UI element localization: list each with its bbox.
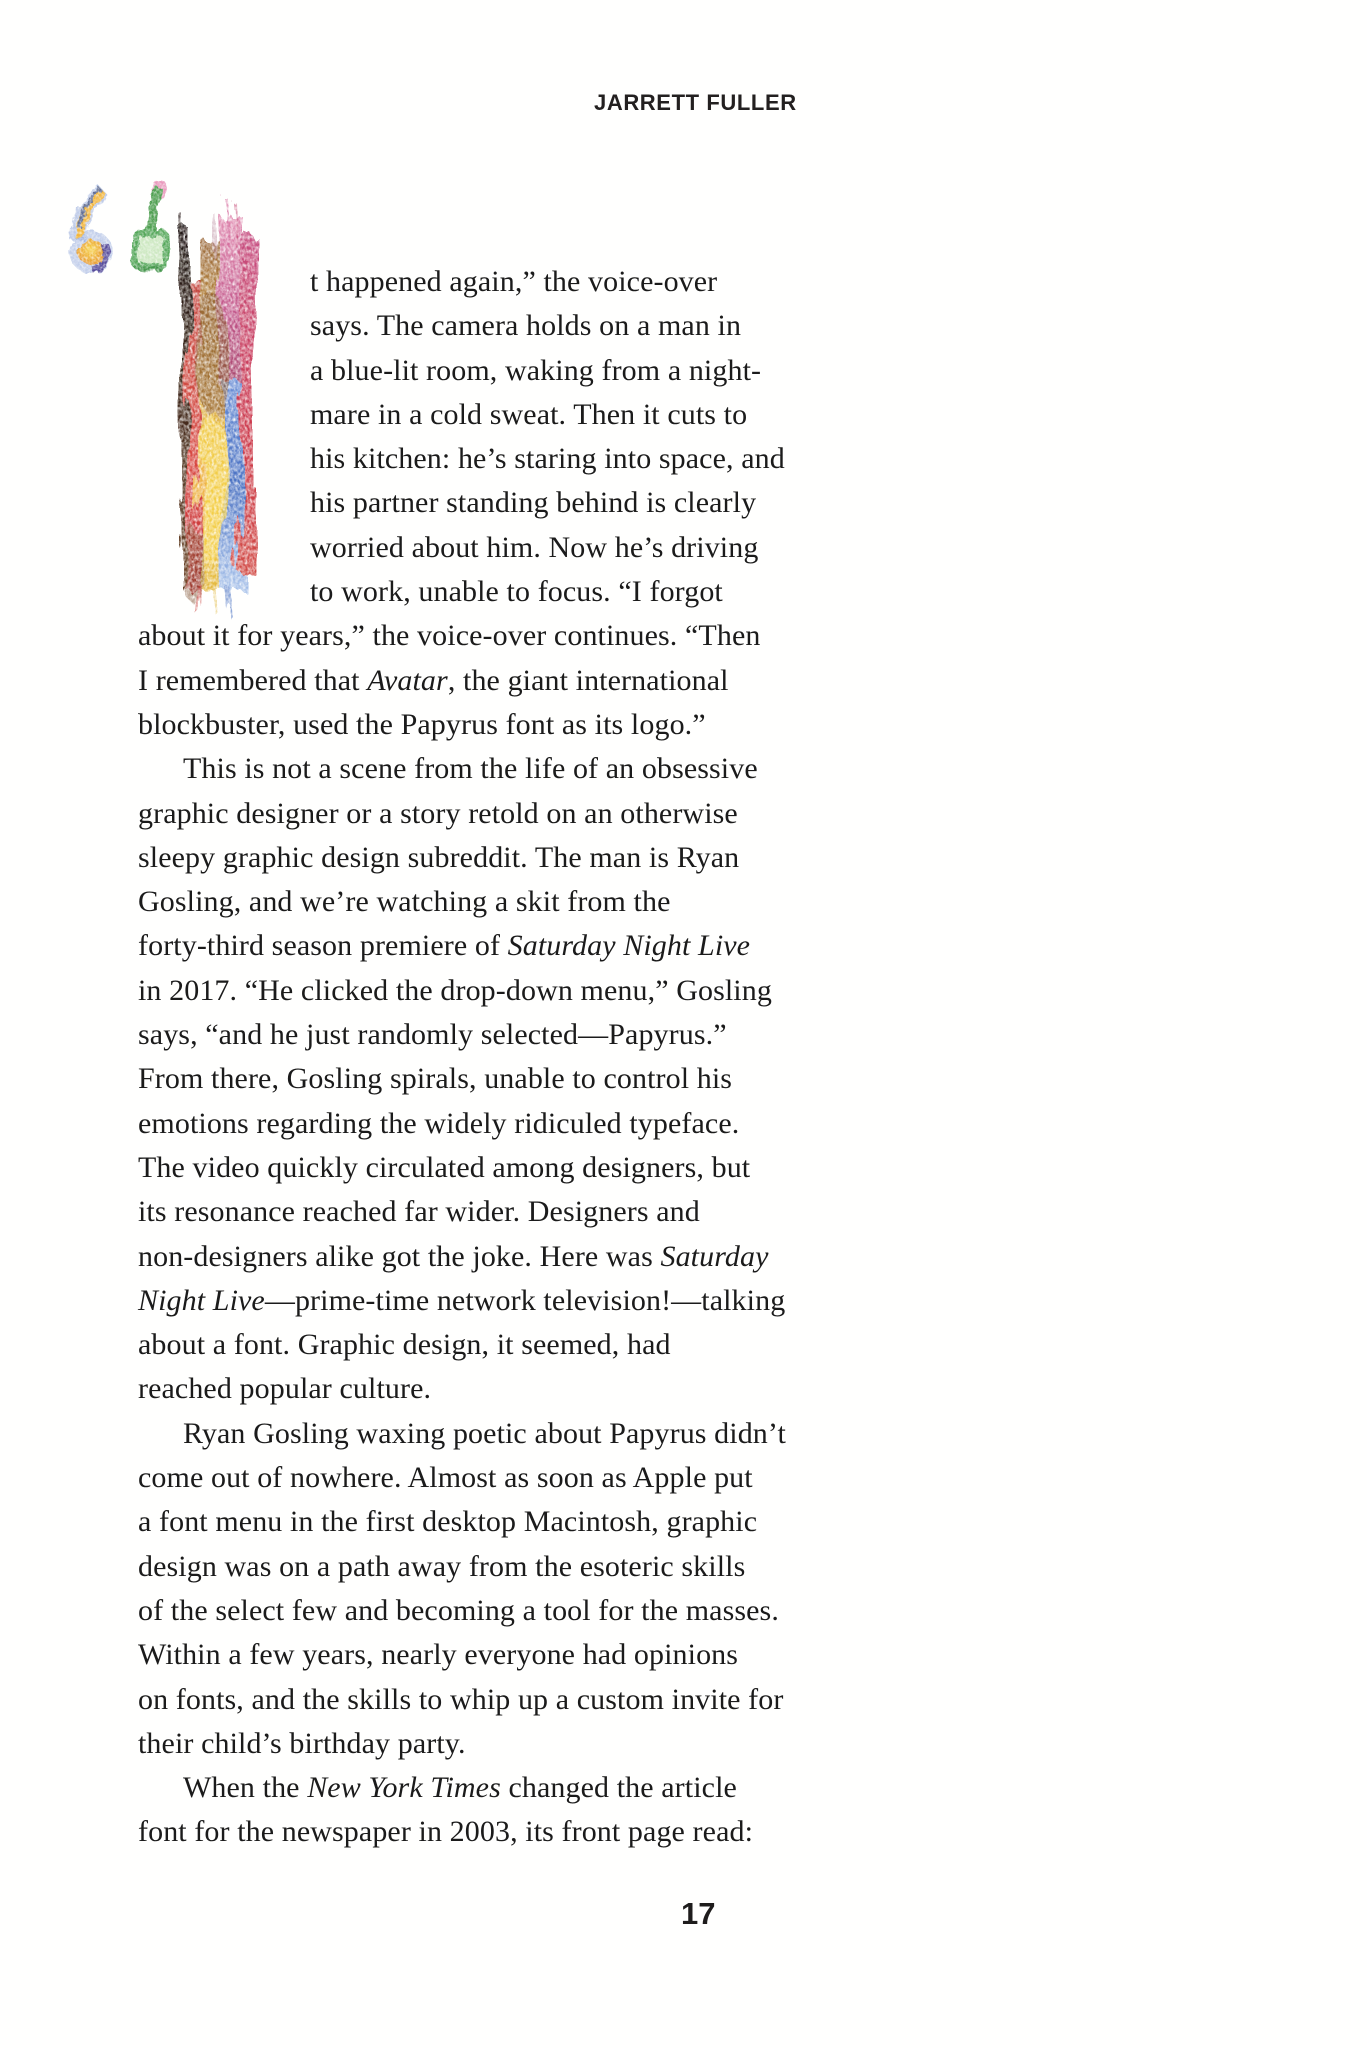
text-line: about it for years,” the voice-over continues. “Then (138, 619, 761, 653)
text-line: its resonance reached far wider. Designers and (138, 1195, 700, 1229)
text-line: says, “and he just randomly selected—Papyrus.” (138, 1018, 727, 1052)
text-line: his partner standing behind is clearly (310, 486, 757, 520)
text-line: on fonts, and the skills to whip up a custom invite for (138, 1682, 784, 1716)
page-number: 17 (681, 1896, 716, 1931)
body-text (138, 260, 868, 1855)
text-line: to work, unable to focus. “I forgot (310, 575, 723, 609)
text-line: Within a few years, nearly everyone had opinions (138, 1638, 739, 1672)
text-line: worried about him. Now he’s driving (310, 530, 759, 564)
text-line: a blue-lit room, waking from a night- (310, 353, 762, 387)
text-line: graphic designer or a story retold on an otherwise (138, 796, 738, 830)
text-line: Ryan Gosling waxing poetic about Papyrus didn’t (183, 1416, 786, 1450)
text-line: The video quickly circulated among designers, but (138, 1150, 751, 1184)
text-line: says. The camera holds on a man in (310, 309, 742, 343)
text-line: font for the newspaper in 2003, its front page read: (138, 1815, 754, 1849)
text-line: I remembered that Avatar, the giant international (138, 663, 729, 697)
pencil-quote-mark-left-icon (64, 182, 118, 287)
text-line: their child’s birthday party. (138, 1726, 466, 1760)
text-line: non-designers alike got the joke. Here was Saturday (138, 1239, 769, 1273)
text-line: blockbuster, used the Papyrus font as its logo.” (138, 707, 706, 741)
text-line: Night Live—prime-time network television!—talking (138, 1283, 786, 1317)
text-line: reached popular culture. (138, 1372, 432, 1406)
text-line: This is not a scene from the life of an obsessive (183, 752, 758, 786)
text-line: Gosling, and we’re watching a skit from the (138, 885, 671, 919)
text-line: about a font. Graphic design, it seemed, had (138, 1328, 671, 1362)
text-line: mare in a cold sweat. Then it cuts to (310, 397, 748, 431)
text-line: When the New York Times changed the article (183, 1771, 737, 1805)
running-header: JARRETT FULLER (594, 90, 797, 115)
text-line: From there, Gosling spirals, unable to control his (138, 1062, 733, 1096)
text-line: come out of nowhere. Almost as soon as Apple put (138, 1461, 753, 1495)
text-line: in 2017. “He clicked the drop-down menu,” Gosling (138, 973, 772, 1007)
text-line: his kitchen: he’s staring into space, and (310, 442, 785, 476)
text-line: a font menu in the first desktop Macintosh, graphic (138, 1505, 758, 1539)
text-line: design was on a path away from the esoteric skills (138, 1549, 746, 1583)
text-line: forty-third season premiere of Saturday Night Live (138, 929, 751, 963)
text-line: t happened again,” the voice-over (310, 265, 718, 298)
text-line: sleepy graphic design subreddit. The man is Ryan (138, 840, 740, 874)
text-line: of the select few and becoming a tool for the masses. (138, 1593, 779, 1627)
text-line: emotions regarding the widely ridiculed typeface. (138, 1106, 740, 1140)
